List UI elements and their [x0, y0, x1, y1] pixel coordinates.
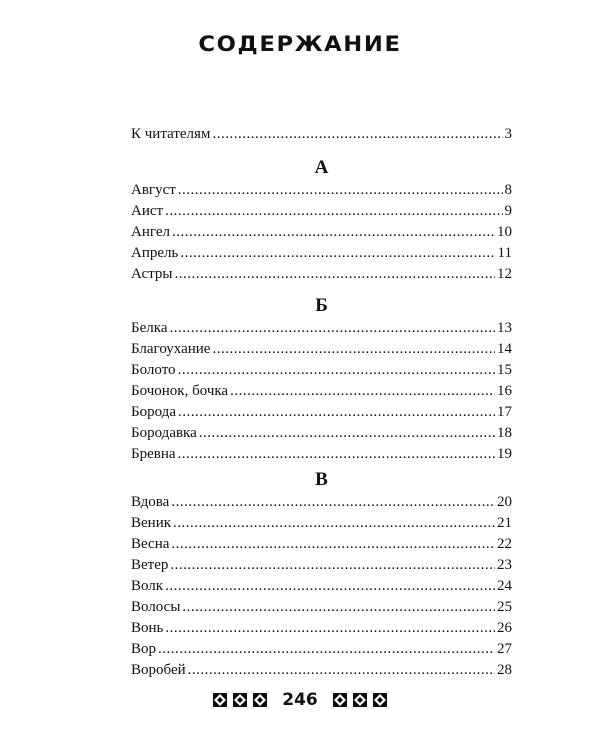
toc-entry	[131, 243, 512, 264]
page-footer	[0, 690, 600, 710]
toc-entry-page: 20	[497, 494, 512, 510]
toc-entry-label: Весна	[131, 536, 170, 552]
toc-entry	[131, 513, 512, 534]
dot-leader	[180, 243, 495, 264]
toc-entry-label: К читателям	[131, 126, 211, 142]
toc-entry	[131, 576, 512, 597]
toc-entry-label: Благоухание	[131, 341, 211, 357]
toc-entry-page: 16	[497, 383, 512, 399]
dot-leader	[171, 534, 495, 555]
dot-leader	[212, 339, 495, 360]
toc-entry	[131, 444, 512, 465]
dot-leader	[182, 597, 495, 618]
toc-entry	[131, 339, 512, 360]
dot-leader	[169, 318, 495, 339]
toc-entry	[131, 639, 512, 660]
toc-section-v	[131, 468, 512, 681]
section-letter: А	[314, 157, 329, 178]
toc-entry-page: 19	[497, 446, 512, 462]
toc-entry-label: Вдова	[131, 494, 170, 510]
toc-entry-page: 17	[497, 404, 512, 420]
toc-entry-page: 21	[497, 515, 512, 531]
section-letter: Б	[315, 295, 328, 316]
toc-entry-page: 28	[497, 662, 512, 678]
toc-entry	[131, 180, 512, 201]
toc-entry-page: 12	[497, 266, 512, 282]
page-title: СОДЕРЖАНИЕ	[198, 32, 402, 56]
diamond-ornament-icon	[253, 693, 267, 707]
dot-leader	[165, 576, 495, 597]
toc-entry-label: Бревна	[131, 446, 176, 462]
dot-leader	[230, 381, 495, 402]
diamond-ornament-icon	[373, 693, 387, 707]
toc-entry-label: Воробей	[131, 662, 186, 678]
toc-entry	[131, 423, 512, 444]
toc-intro	[131, 124, 512, 145]
dot-leader	[165, 201, 502, 222]
toc-entry-label: Бочонок, бочка	[131, 383, 229, 399]
toc-entry	[131, 555, 512, 576]
toc-entry-page: 15	[497, 362, 512, 378]
toc-entry	[131, 534, 512, 555]
toc-entry	[131, 222, 512, 243]
toc-entry-label: Август	[131, 182, 176, 198]
toc-entry-label: Бородавка	[131, 425, 197, 441]
diamond-ornament-icon	[353, 693, 367, 707]
ornament-left	[210, 693, 270, 707]
diamond-ornament-icon	[333, 693, 347, 707]
toc-entry-label: Аист	[131, 203, 164, 219]
toc-entry-label: Волк	[131, 578, 164, 594]
toc-entry-label: Белка	[131, 320, 168, 336]
toc-entry-page: 11	[497, 245, 512, 261]
dot-leader	[178, 444, 495, 465]
toc-entry-page: 8	[504, 182, 512, 198]
dot-leader	[178, 180, 503, 201]
page-number: 246	[282, 690, 318, 710]
toc-entry-label: Ангел	[131, 224, 170, 240]
toc-entry	[131, 492, 512, 513]
toc-entry	[131, 381, 512, 402]
toc-section-a	[131, 156, 512, 285]
toc-entry-label: Волосы	[131, 599, 181, 615]
toc-entry-label: Вор	[131, 641, 157, 657]
dot-leader	[172, 222, 495, 243]
toc-entry-page: 25	[497, 599, 512, 615]
toc-entry	[131, 402, 512, 423]
toc-entry	[131, 264, 512, 285]
toc-entry-label: Астры	[131, 266, 173, 282]
section-letter: В	[315, 469, 328, 490]
toc-entry	[131, 124, 512, 145]
dot-leader	[188, 660, 495, 681]
toc-section-b	[131, 294, 512, 465]
toc-entry-page: 10	[497, 224, 512, 240]
dot-leader	[199, 423, 495, 444]
toc-entry	[131, 618, 512, 639]
diamond-ornament-icon	[233, 693, 247, 707]
toc-entry-page: 3	[504, 126, 512, 142]
toc-entry-page: 24	[497, 578, 512, 594]
toc-entry	[131, 201, 512, 222]
toc-entry-page: 23	[497, 557, 512, 573]
toc-entry-label: Борода	[131, 404, 176, 420]
diamond-ornament-icon	[213, 693, 227, 707]
toc-entry-page: 27	[497, 641, 512, 657]
toc-entry-label: Веник	[131, 515, 172, 531]
toc-entry-page: 22	[497, 536, 512, 552]
toc-entry	[131, 318, 512, 339]
dot-leader	[178, 402, 495, 423]
toc-entry-label: Болото	[131, 362, 176, 378]
toc-entry-page: 26	[497, 620, 512, 636]
toc-entry-page: 14	[497, 341, 512, 357]
dot-leader	[165, 618, 495, 639]
toc-entry-label: Ветер	[131, 557, 169, 573]
toc-entry	[131, 597, 512, 618]
dot-leader	[170, 555, 495, 576]
dot-leader	[171, 492, 495, 513]
toc-entry-label: Вонь	[131, 620, 164, 636]
toc-entry-label: Апрель	[131, 245, 179, 261]
dot-leader	[158, 639, 495, 660]
dot-leader	[212, 124, 502, 145]
toc-entry	[131, 360, 512, 381]
dot-leader	[173, 513, 495, 534]
toc-entry	[131, 660, 512, 681]
dot-leader	[178, 360, 495, 381]
dot-leader	[174, 264, 495, 285]
ornament-right	[330, 693, 390, 707]
toc-entry-page: 13	[497, 320, 512, 336]
toc-entry-page: 9	[504, 203, 512, 219]
toc-entry-page: 18	[497, 425, 512, 441]
